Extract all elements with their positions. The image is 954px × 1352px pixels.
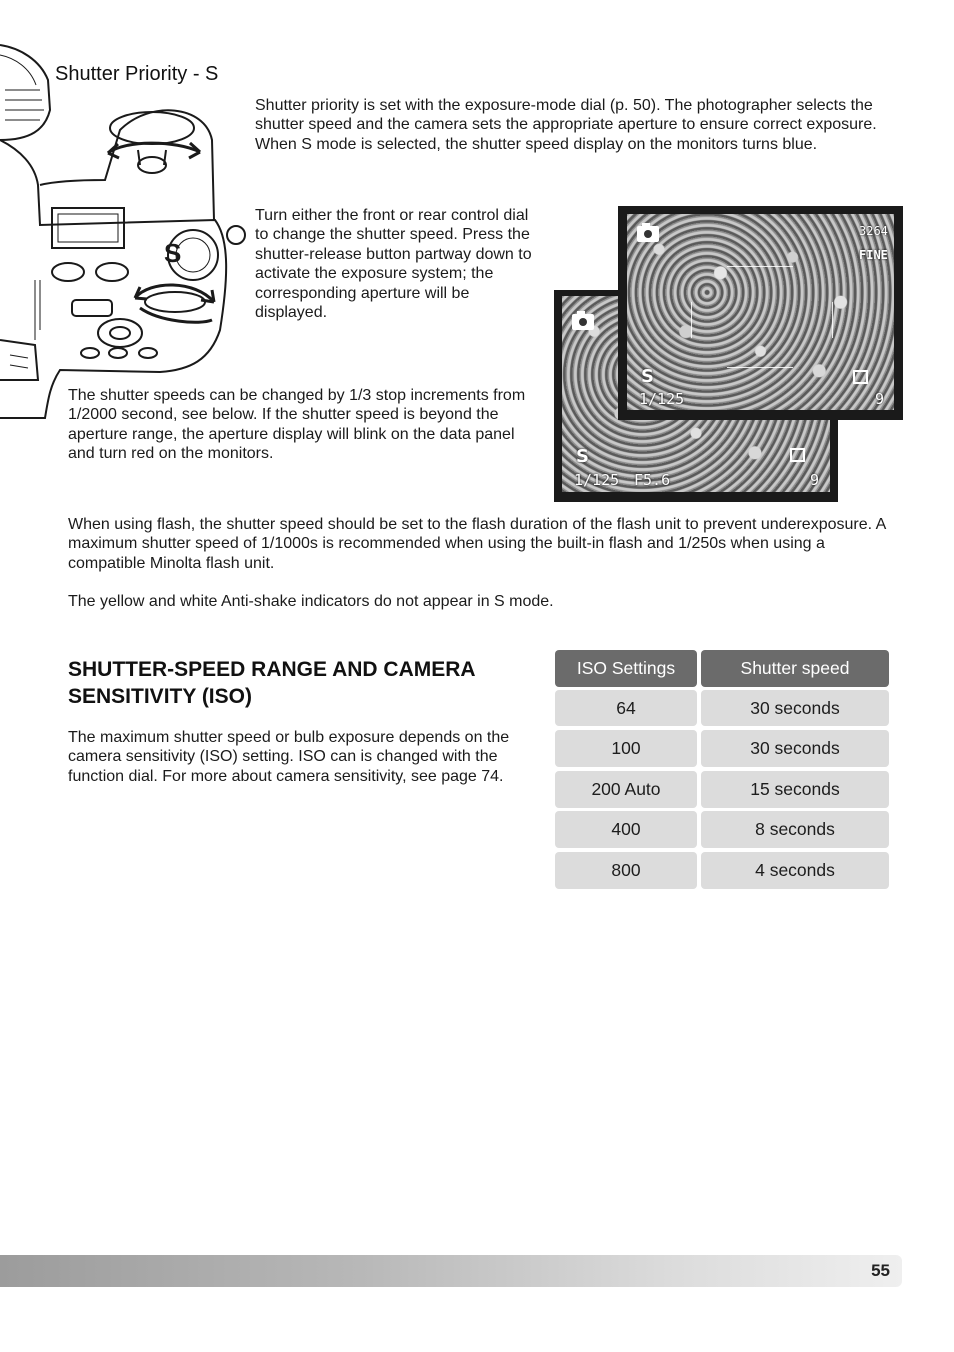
- table-cell-shutter: 15 seconds: [701, 771, 889, 808]
- dial-s-label: S: [164, 238, 182, 268]
- osd-quality: FINE: [859, 248, 888, 262]
- osd-shutter-speed: 1/125: [639, 390, 685, 408]
- table-cell-iso: 64: [555, 690, 697, 726]
- iso-section-body: The maximum shutter speed or bulb exposure depends on the camera sensitivity (ISO) setting. ISO can is changed with the function dial. For more about camera sensitivity, see page 74.: [68, 729, 510, 785]
- table-cell-shutter: 4 seconds: [701, 852, 889, 889]
- page-title: Shutter Priority - S: [55, 63, 219, 85]
- dial-instruction-paragraph: Turn either the front or rear control dial to change the shutter speed. Press the shutter-release button partway down to activate the exposure system; the corresponding aperture will be displayed.: [255, 207, 532, 322]
- flash-paragraph: When using flash, the shutter speed should be set to the flash duration of the flash unit to prevent underexposure. A maximum shutter speed of 1/1000s is recommended when using the built-in flash and 1/250s when using a compatible Minolta flash unit.: [68, 516, 886, 572]
- table-cell-iso: 200 Auto: [555, 771, 697, 808]
- osd-aperture: F5.6: [634, 471, 671, 489]
- camera-mode-icon: [572, 314, 594, 330]
- table-header-shutter: Shutter speed: [701, 650, 889, 687]
- focus-bracket-wide: [691, 302, 833, 338]
- osd-mode: S: [576, 446, 589, 467]
- page-number: 55: [871, 1261, 890, 1280]
- drive-mode-icon: [790, 448, 805, 462]
- camera-mode-icon: [637, 226, 659, 242]
- osd-frames: 9: [875, 390, 885, 408]
- table-cell-iso: 100: [555, 730, 697, 767]
- camera-illustration: [0, 40, 250, 425]
- table-cell-shutter: 8 seconds: [701, 811, 889, 848]
- monitor-front: [618, 206, 903, 420]
- osd-mode: S: [641, 366, 654, 387]
- osd-frames: 9: [810, 471, 820, 489]
- osd-resolution: 3264: [859, 224, 888, 238]
- footer-bar: [0, 1255, 902, 1287]
- table-cell-iso: 400: [555, 811, 697, 848]
- table-cell-shutter: 30 seconds: [701, 690, 889, 726]
- drive-mode-icon: [853, 370, 868, 384]
- intro-paragraph: Shutter priority is set with the exposure-mode dial (p. 50). The photographer selects the shutter speed and the camera sets the appropriate aperture to ensure correct exposure. When S mode is selected, the shutter speed display on the monitors turns blue.: [255, 97, 877, 153]
- iso-section-heading: SHUTTER-SPEED RANGE AND CAMERA SENSITIVITY (ISO): [68, 658, 475, 708]
- stop-increments-paragraph: The shutter speeds can be changed by 1/3 stop increments from 1/2000 second, see below. If the shutter speed is beyond the aperture range, the aperture display will blink on the data panel and turn red on the monitors.: [68, 387, 526, 463]
- antishake-paragraph: The yellow and white Anti-shake indicators do not appear in S mode.: [68, 593, 554, 610]
- table-header-iso: ISO Settings: [555, 650, 697, 687]
- table-cell-iso: 800: [555, 852, 697, 889]
- osd-shutter-speed: 1/125: [574, 471, 620, 489]
- table-cell-shutter: 30 seconds: [701, 730, 889, 767]
